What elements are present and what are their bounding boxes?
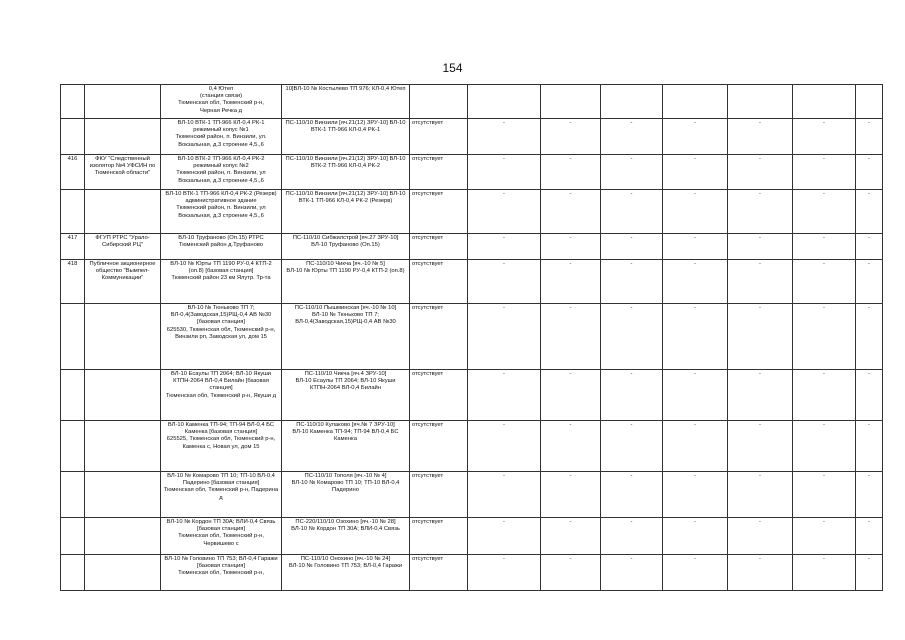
object-cell: ВЛ-10 Есаулы ТП 2064; ВЛ-10 Якуши КТПН-2064 ВЛ-0,4 Билайн [базовая станция] Тюменская обл, Тюменский р-н, Якуши д	[161, 370, 282, 421]
value-cell: -	[468, 421, 541, 472]
value-cell: -	[601, 472, 663, 518]
value-cell: -	[663, 518, 728, 555]
status-cell: отсутствует	[410, 304, 468, 370]
value-cell: -	[468, 155, 541, 190]
value-cell: -	[793, 190, 856, 234]
value-cell: -	[728, 518, 793, 555]
status-cell	[410, 85, 468, 119]
table-row	[61, 260, 883, 304]
value-cell: -	[728, 304, 793, 370]
table-row	[61, 119, 883, 155]
source-cell: ПС-110/10 Тополя [яч.-10 № 4] ВЛ-10 № Комарово ТП 10; ТП-10 ВЛ-0,4 Падерино	[282, 472, 410, 518]
value-cell: -	[663, 555, 728, 591]
value-cell: -	[601, 518, 663, 555]
value-cell: -	[856, 234, 883, 260]
value-cell: -	[663, 119, 728, 155]
value-cell: -	[663, 260, 728, 304]
value-cell: -	[663, 421, 728, 472]
source-cell: ПС-110/10 Чикча [яч.-10 № 5] ВЛ-10 № Юрты ТП 1190 РУ-0,4 КТП-2 (оп.8)	[282, 260, 410, 304]
row-number-cell: 416	[61, 155, 85, 190]
table-row	[61, 370, 883, 421]
status-cell: отсутствует	[410, 555, 468, 591]
value-cell: -	[728, 421, 793, 472]
value-cell: -	[541, 518, 601, 555]
value-cell: -	[793, 119, 856, 155]
value-cell: -	[468, 555, 541, 591]
value-cell: -	[856, 421, 883, 472]
status-cell: отсутствует	[410, 370, 468, 421]
value-cell: -	[663, 234, 728, 260]
source-cell: ПС-110/10 Сибжилстрой [яч.27 ЗРУ-10] ВЛ-10 Труфаново (Оп.15)	[282, 234, 410, 260]
object-cell: ВЛ-10 № Юрты ТП 1190 РУ-0,4 КТП-2 (оп.8) [базовая станция] Тюменский район 23 км Ялутр. Тр-та	[161, 260, 282, 304]
object-cell: ВЛ-10 ВТК-2 ТП-966 КЛ-0,4 РК-2 режимный копус №2 Тюменский район, п. Винзили, ул Вокзальная, д.3 строение 4,5.,6	[161, 155, 282, 190]
source-cell: 10]ВЛ-10 № Костылево ТП 976; КЛ-0,4 Ютеп	[282, 85, 410, 119]
page-number: 154	[442, 61, 463, 75]
value-cell: -	[856, 155, 883, 190]
value-cell: -	[856, 304, 883, 370]
value-cell: -	[856, 190, 883, 234]
value-cell: -	[541, 370, 601, 421]
value-cell: -	[663, 304, 728, 370]
source-cell: ПС-110/10 Чикча [яч.4 ЗРУ-10] ВЛ-10 Есаулы ТП 2064; ВЛ-10 Якуши КТПН-2064 ВЛ-0,4 Билайн	[282, 370, 410, 421]
object-cell: ВЛ-10 № Кордон ТП 30А; ВЛИ-0,4 Связь [базовая станция] Тюменская обл, Тюменский р-н, Червишево с	[161, 518, 282, 555]
table-row	[61, 555, 883, 591]
status-cell: отсутствует	[410, 421, 468, 472]
value-cell: -	[601, 190, 663, 234]
value-cell: -	[728, 119, 793, 155]
value-cell: -	[601, 119, 663, 155]
value-cell: -	[541, 304, 601, 370]
status-cell: отсутствует	[410, 260, 468, 304]
value-cell: -	[541, 421, 601, 472]
value-cell: -	[601, 421, 663, 472]
table-row	[61, 421, 883, 472]
value-cell: -	[728, 234, 793, 260]
value-cell	[468, 85, 541, 119]
row-number-cell	[61, 85, 85, 119]
value-cell: -	[541, 555, 601, 591]
row-number-cell	[61, 518, 85, 555]
status-cell: отсутствует	[410, 190, 468, 234]
value-cell: -	[793, 260, 856, 304]
value-cell: -	[728, 472, 793, 518]
status-cell: отсутствует	[410, 119, 468, 155]
value-cell: -	[793, 518, 856, 555]
row-number-cell: 418	[61, 260, 85, 304]
value-cell: -	[728, 370, 793, 421]
object-cell: ВЛ-10 № Головино ТП 753; ВЛ-0,4 Гаражи [базовая станция] Тюменская обл, Тюменский р-н,	[161, 555, 282, 591]
value-cell: -	[663, 370, 728, 421]
object-cell: ВЛ-10 Труфаново (Оп.15) РТРС Тюменский район д.Труфаново	[161, 234, 282, 260]
table-row	[61, 234, 883, 260]
object-cell: ВЛ-10 № Тюньково ТП 7; ВЛ-0,4(Заводская,15)РЩ-0,4 АВ №30 [базовая станция] 625530, Тюменская обл, Тюменский р-н, Винзили рп, Заводская ул, дом 15	[161, 304, 282, 370]
value-cell: -	[468, 260, 541, 304]
row-number-cell	[61, 472, 85, 518]
source-cell: ПС-110/10 Винзили [яч.21(12) ЗРУ-10] ВЛ-10 ВТК-1 ТП-966 КЛ-0,4 РК-1	[282, 119, 410, 155]
table-row	[61, 85, 883, 119]
value-cell: -	[793, 155, 856, 190]
source-cell: ПС-220/110/10 Озохино [яч.-10 № 28] ВЛ-10 № Кордон ТП 30А; ВЛИ-0,4 Связь	[282, 518, 410, 555]
table-row	[61, 304, 883, 370]
object-cell: ВЛ-10 № Комарово ТП 10; ТП-10 ВЛ-0,4 Падерино [базовая станция] Тюменская обл, Тюменский р-н, Падерина д	[161, 472, 282, 518]
value-cell: -	[793, 472, 856, 518]
value-cell: -	[601, 155, 663, 190]
row-number-cell	[61, 555, 85, 591]
value-cell: -	[468, 119, 541, 155]
status-cell: отсутствует	[410, 472, 468, 518]
value-cell: -	[793, 234, 856, 260]
row-number-cell	[61, 421, 85, 472]
value-cell: -	[468, 190, 541, 234]
source-cell: ПС-110/10 Винзили [яч.21(12) ЗРУ-10] ВЛ-10 ВТК-1 ТП-966 КЛ-0,4 РК-2 (Резерв)	[282, 190, 410, 234]
organization-cell: Публичное акционерное общество "Вымпел-Коммуникации"	[85, 260, 161, 304]
organization-cell	[85, 421, 161, 472]
value-cell	[728, 85, 793, 119]
row-number-cell	[61, 119, 85, 155]
value-cell: -	[601, 370, 663, 421]
value-cell: -	[541, 260, 601, 304]
value-cell: -	[793, 304, 856, 370]
value-cell: -	[793, 555, 856, 591]
value-cell: -	[728, 190, 793, 234]
table-row	[61, 155, 883, 190]
value-cell: -	[601, 260, 663, 304]
document-table	[60, 84, 883, 591]
organization-cell: ФКУ "Следственный изолятор №4 УФСИН по Тюменской области"	[85, 155, 161, 190]
value-cell: -	[468, 518, 541, 555]
value-cell: -	[793, 421, 856, 472]
value-cell: -	[468, 370, 541, 421]
source-cell: ПС-110/10 Винзили [яч.21(12) ЗРУ-10] ВЛ-10 ВТК-2 ТП-966 КЛ-0,4 РК-2	[282, 155, 410, 190]
value-cell: -	[541, 119, 601, 155]
value-cell: -	[541, 472, 601, 518]
value-cell: -	[856, 260, 883, 304]
organization-cell: ФГУП РТРС "Урало-Сибирский РЦ"	[85, 234, 161, 260]
organization-cell	[85, 85, 161, 119]
value-cell: -	[541, 155, 601, 190]
value-cell: -	[856, 555, 883, 591]
organization-cell	[85, 370, 161, 421]
status-cell: отсутствует	[410, 518, 468, 555]
value-cell: -	[728, 555, 793, 591]
organization-cell	[85, 119, 161, 155]
organization-cell	[85, 518, 161, 555]
value-cell	[601, 85, 663, 119]
value-cell: -	[856, 370, 883, 421]
status-cell: отсутствует	[410, 234, 468, 260]
value-cell	[541, 85, 601, 119]
value-cell: -	[728, 155, 793, 190]
row-number-cell	[61, 190, 85, 234]
source-cell: ПС-110/10 Онохино [яч.-10 № 24] ВЛ-10 № Головино ТП 753; ВЛ-0,4 Гаражи	[282, 555, 410, 591]
table-row	[61, 190, 883, 234]
value-cell: -	[468, 234, 541, 260]
value-cell: -	[601, 555, 663, 591]
organization-cell	[85, 555, 161, 591]
value-cell: -	[793, 370, 856, 421]
organization-cell	[85, 304, 161, 370]
source-cell: ПС-110/10 Пышминская [яч.-10 № 10] ВЛ-10 № Тюньково ТП 7; ВЛ-0,4(Заводская,15)РЩ-0,4 АВ №30	[282, 304, 410, 370]
value-cell: -	[541, 234, 601, 260]
object-cell: ВЛ-10 ВТК-1 ТП-966 КЛ-0,4 РК-2 (Резерв) административное здание Тюменский район, п. Винзили, ул Вокзальная, д.3 строение 4,5.,6	[161, 190, 282, 234]
value-cell: -	[663, 190, 728, 234]
value-cell: -	[663, 155, 728, 190]
value-cell: -	[468, 472, 541, 518]
value-cell: -	[728, 260, 793, 304]
value-cell: -	[468, 304, 541, 370]
organization-cell	[85, 472, 161, 518]
object-cell: ВЛ-10 Каменка ТП-94; ТП-94 ВЛ-0,4 БС Каменка [базовая станция] 625525, Тюменская обл, Тюменский р-н, Каменка с, Новая ул, дом 15	[161, 421, 282, 472]
value-cell: -	[856, 518, 883, 555]
value-cell	[856, 85, 883, 119]
object-cell: 0,4 Ютеп (станция связи) Тюменская обл, Тюменский р-н, Черная Речка д	[161, 85, 282, 119]
object-cell: ВЛ-10 ВТК-1 ТП-966 КЛ-0,4 РК-1 режимный копус №1 Тюменский район, п. Винзили, ул. Вокзальная, д.3 строение 4,5.,6	[161, 119, 282, 155]
organization-cell	[85, 190, 161, 234]
value-cell	[663, 85, 728, 119]
value-cell	[793, 85, 856, 119]
value-cell: -	[856, 119, 883, 155]
value-cell: -	[601, 234, 663, 260]
value-cell: -	[663, 472, 728, 518]
row-number-cell: 417	[61, 234, 85, 260]
row-number-cell	[61, 370, 85, 421]
table-row	[61, 472, 883, 518]
status-cell: отсутствует	[410, 155, 468, 190]
table-row	[61, 518, 883, 555]
value-cell: -	[541, 190, 601, 234]
value-cell: -	[856, 472, 883, 518]
value-cell: -	[601, 304, 663, 370]
source-cell: ПС-110/10 Кулаково [яч.№ 7 ЗРУ-10] ВЛ-10 Каменка ТП-94; ТП-94 ВЛ-0,4 БС Каменка	[282, 421, 410, 472]
row-number-cell	[61, 304, 85, 370]
